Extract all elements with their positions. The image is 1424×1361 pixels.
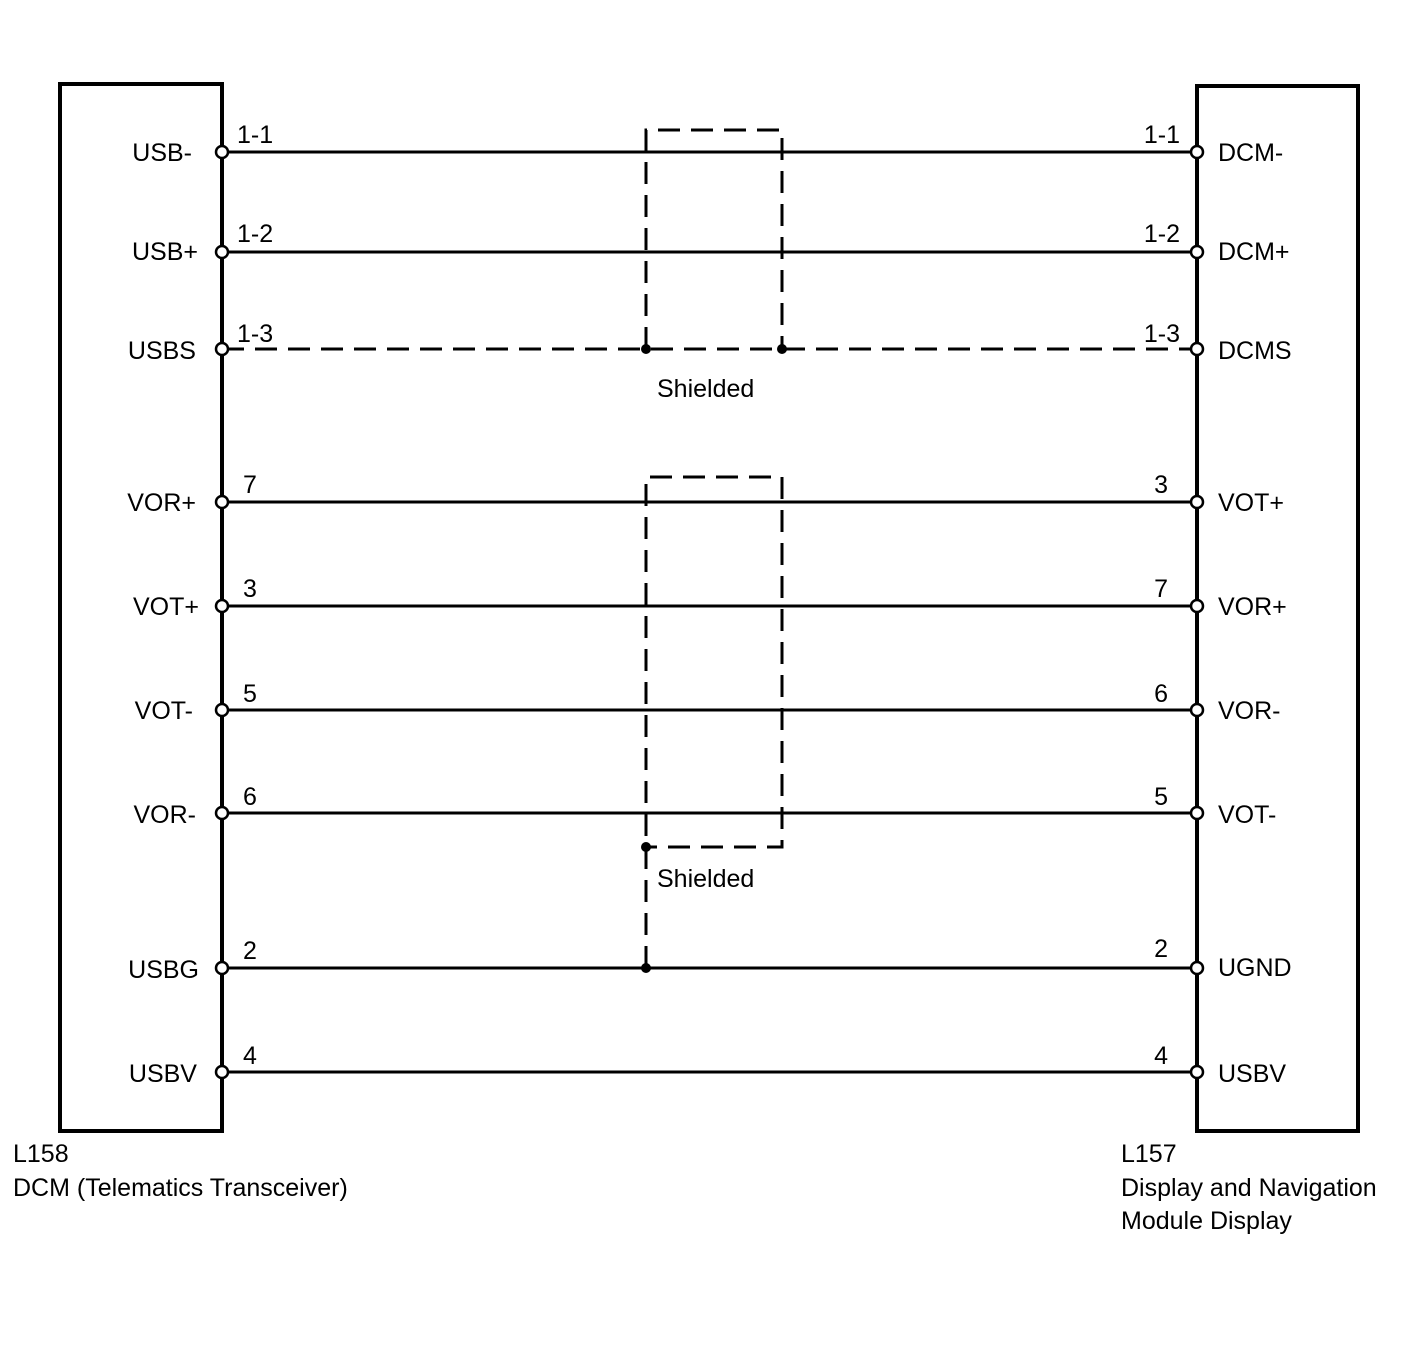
right-signal-label: UGND <box>1218 954 1292 982</box>
circuit-usb-shield <box>128 320 1292 365</box>
circuit-usb-minus <box>132 121 1283 167</box>
shield-2-label: Shielded <box>657 865 755 893</box>
left-signal-label: VOT- <box>134 697 193 725</box>
left-terminal <box>216 962 228 974</box>
right-signal-label: DCM+ <box>1218 238 1290 266</box>
left-pin-label: 3 <box>243 575 257 603</box>
circuit-vor-minus <box>134 783 1277 829</box>
left-pin-label: 1-2 <box>237 220 274 248</box>
right-terminal <box>1191 496 1203 508</box>
left-pin-label: 2 <box>243 937 257 965</box>
left-terminal <box>216 246 228 258</box>
left-terminal <box>216 600 228 612</box>
right-terminal <box>1191 246 1203 258</box>
right-pin-label: 1-3 <box>1143 320 1180 348</box>
shield-1-outline <box>646 130 782 349</box>
right-terminal <box>1191 600 1203 612</box>
right-pin-label: 7 <box>1154 575 1168 603</box>
right-pin-label: 1-1 <box>1143 121 1180 149</box>
circuit-usb-ground <box>128 935 1291 984</box>
shield-1-drain-splice-left <box>641 344 651 354</box>
left-terminal <box>216 807 228 819</box>
left-connector-id: L158 <box>13 1140 69 1168</box>
right-terminal <box>1191 343 1203 355</box>
left-signal-label: USB+ <box>131 238 198 266</box>
shield-2-outline <box>646 477 782 968</box>
right-connector-id: L157 <box>1121 1140 1177 1168</box>
right-terminal <box>1191 962 1203 974</box>
circuit-vor-plus <box>127 471 1284 517</box>
right-signal-label: USBV <box>1218 1060 1287 1088</box>
right-signal-label: VOR- <box>1218 697 1281 725</box>
right-signal-label: VOR+ <box>1218 593 1287 621</box>
left-signal-label: USBV <box>128 1060 197 1088</box>
right-pin-label: 6 <box>1154 680 1168 708</box>
right-signal-label: DCM- <box>1218 139 1284 167</box>
left-signal-label: VOR- <box>133 801 196 829</box>
left-terminal <box>216 704 228 716</box>
left-pin-label: 5 <box>243 680 257 708</box>
left-signal-label: USBG <box>128 956 199 984</box>
right-pin-label: 4 <box>1154 1042 1168 1070</box>
circuit-vot-plus <box>133 575 1287 621</box>
left-terminal <box>216 343 228 355</box>
left-terminal <box>216 1066 228 1078</box>
shield-2-splice-top <box>641 842 651 852</box>
shield-1-label: Shielded <box>657 375 755 403</box>
right-terminal <box>1191 146 1203 158</box>
right-terminal <box>1191 704 1203 716</box>
circuit-vot-minus <box>135 680 1281 725</box>
right-pin-label: 5 <box>1154 783 1168 811</box>
right-signal-label: VOT+ <box>1218 489 1284 517</box>
circuit-usb-plus <box>132 220 1290 266</box>
right-pin-label: 2 <box>1154 935 1168 963</box>
right-signal-label: VOT- <box>1218 801 1277 829</box>
left-pin-label: 1-3 <box>237 320 274 348</box>
left-terminal <box>216 496 228 508</box>
left-signal-label: VOT+ <box>133 593 199 621</box>
right-pin-label: 1-2 <box>1143 220 1180 248</box>
left-pin-label: 4 <box>243 1042 257 1070</box>
right-signal-label: DCMS <box>1218 337 1292 365</box>
left-pin-label: 6 <box>243 783 257 811</box>
left-pin-label: 7 <box>243 471 257 499</box>
circuit-usb-vbus <box>129 1042 1286 1088</box>
right-pin-label: 3 <box>1154 471 1168 499</box>
left-signal-label: VOR+ <box>127 489 196 517</box>
left-pin-label: 1-1 <box>237 121 274 149</box>
right-connector-name-line-1: Display and Navigation <box>1121 1174 1377 1202</box>
left-signal-label: USBS <box>127 337 196 365</box>
left-connector-name: DCM (Telematics Transceiver) <box>13 1174 348 1202</box>
right-terminal <box>1191 1066 1203 1078</box>
right-connector-name-line-2: Module Display <box>1121 1207 1292 1235</box>
left-terminal <box>216 146 228 158</box>
left-signal-label: USB- <box>132 139 192 167</box>
right-terminal <box>1191 807 1203 819</box>
